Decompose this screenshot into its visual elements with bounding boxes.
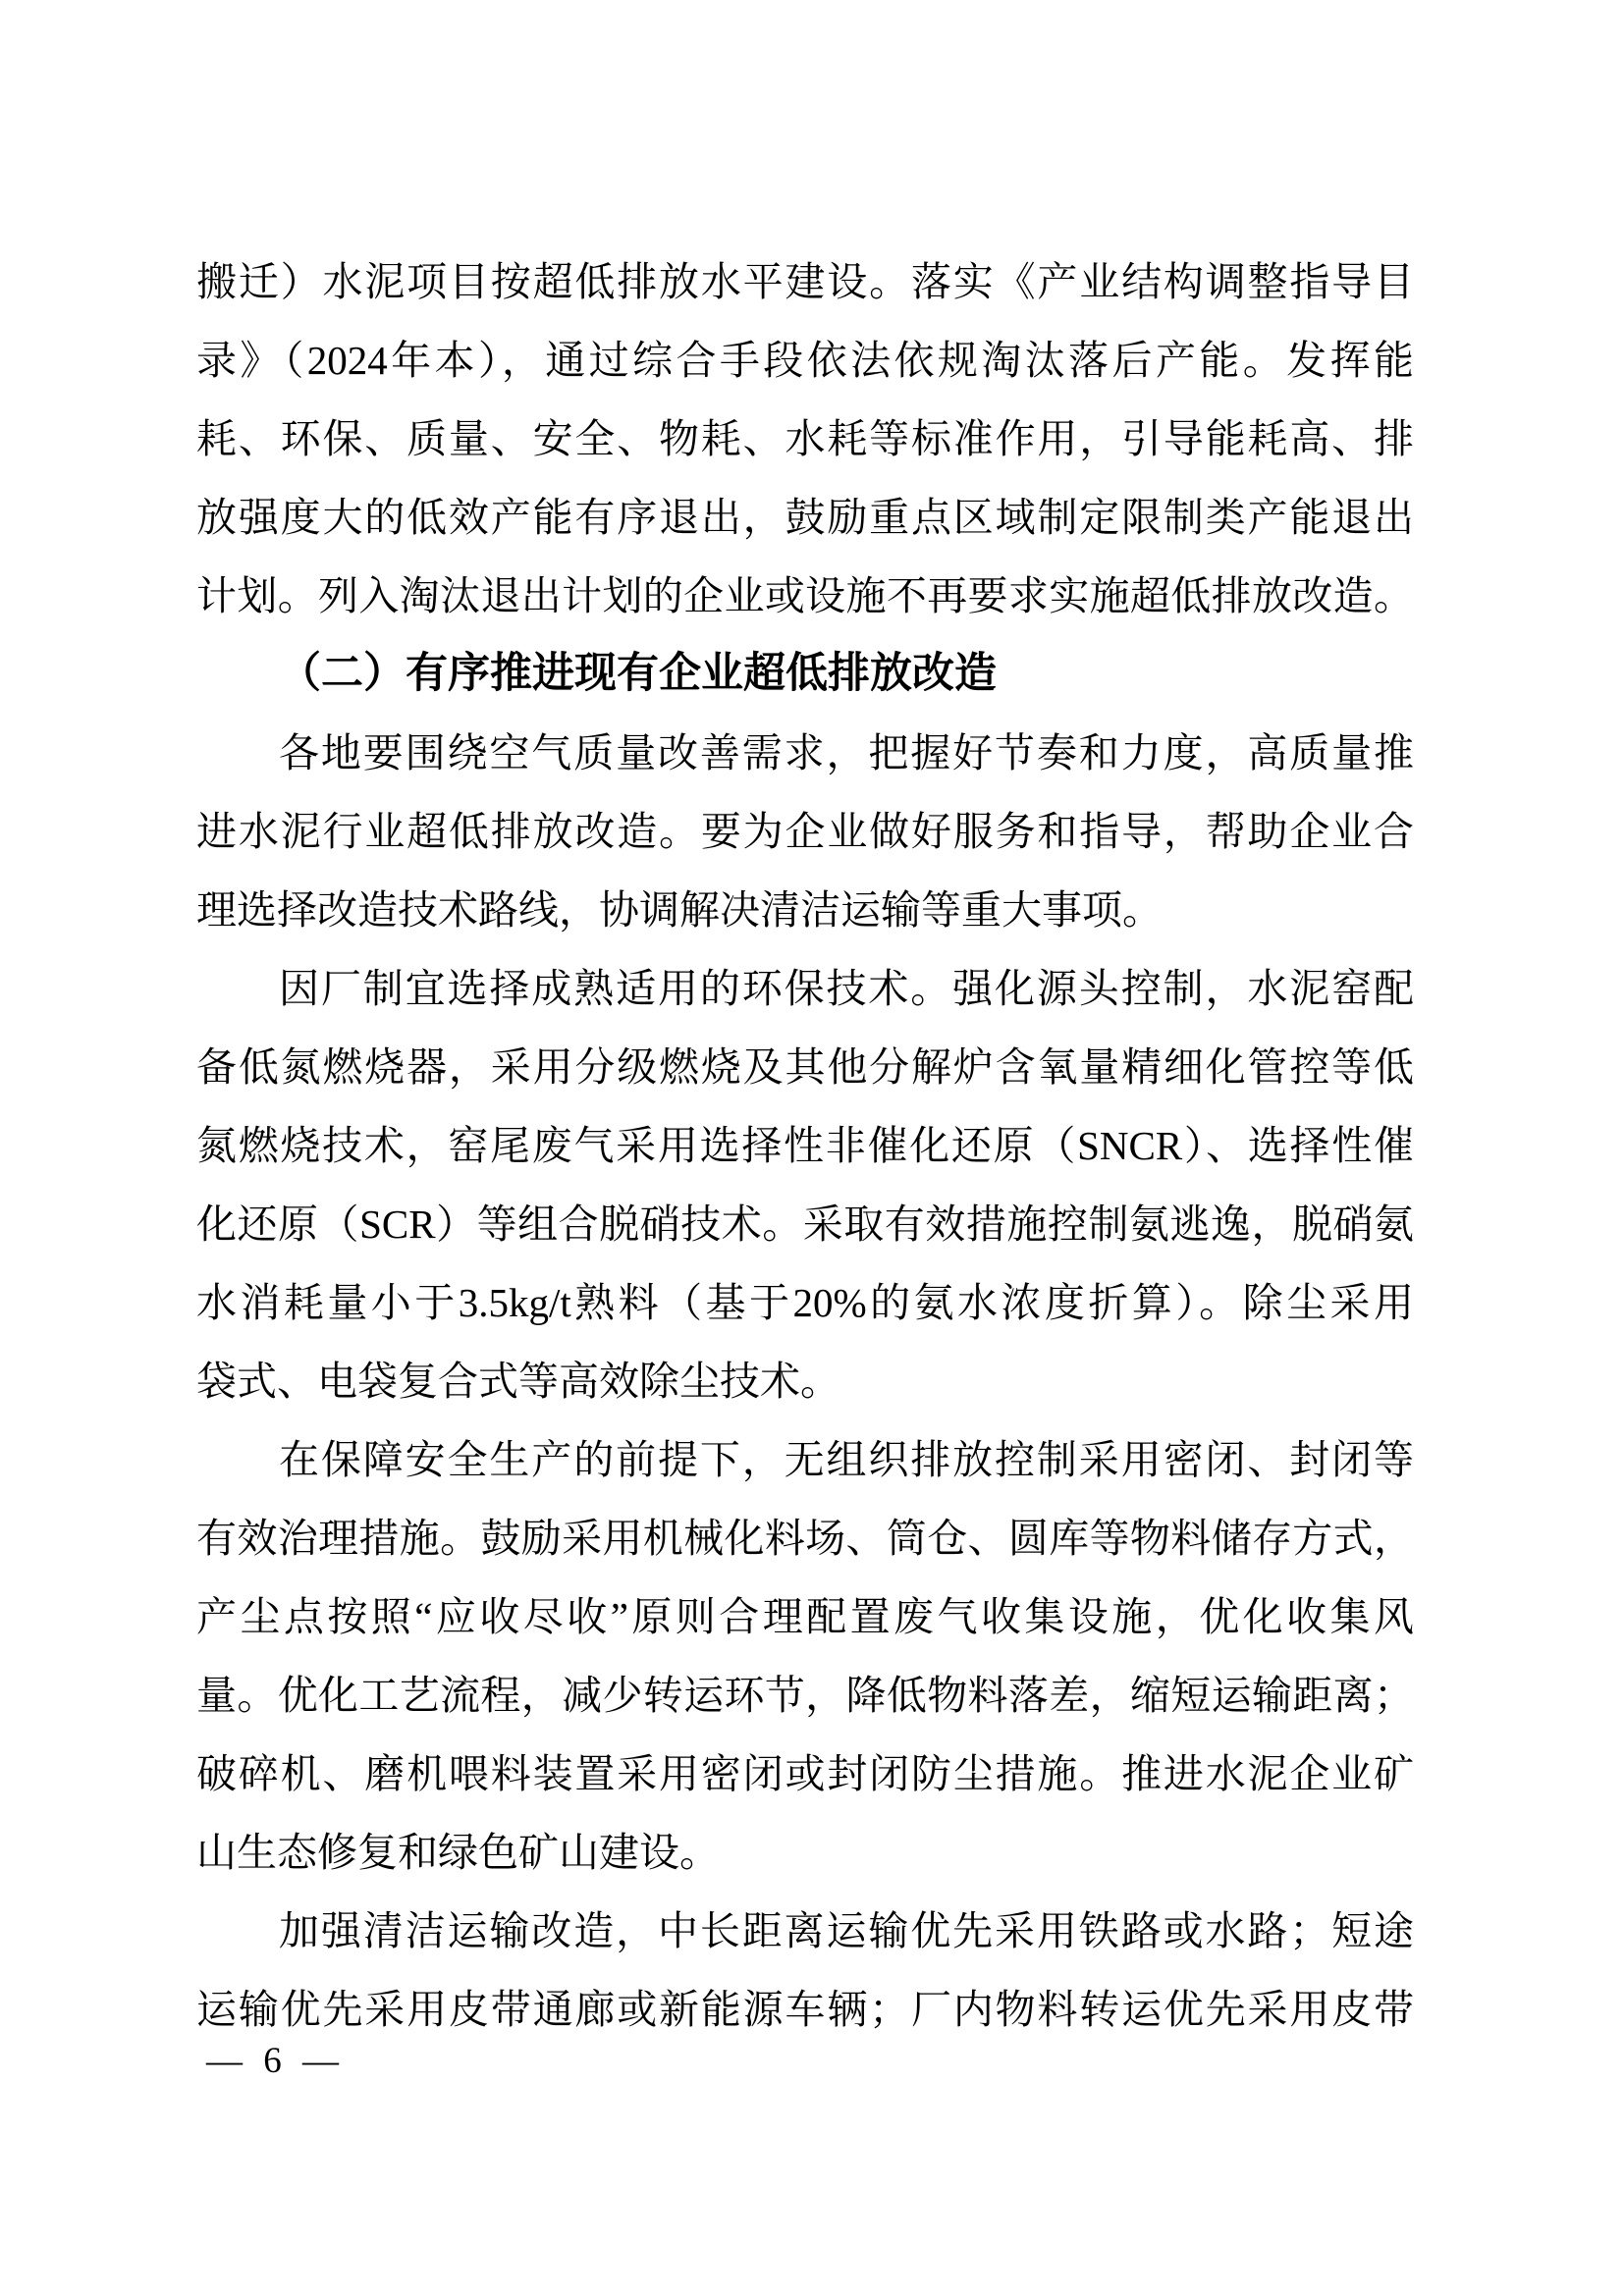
text-line: 录》（2024年本），通过综合手段依法依规淘汰落后产能。发挥能 <box>196 338 1414 383</box>
text-line: 备低氮燃烧器，采用分级燃烧及其他分解炉含氧量精细化管控等低 <box>196 1044 1414 1090</box>
text-line: 化还原（SCR）等组合脱硝技术。采取有效措施控制氨逃逸，脱硝氨 <box>196 1201 1414 1247</box>
paragraph <box>196 949 1414 1420</box>
text-line: 计划。列入淘汰退出计划的企业或设施不再要求实施超低排放改造。 <box>196 573 1414 618</box>
text-line: 水消耗量小于3.5kg/t熟料（基于20%的氨水浓度折算）。除尘采用 <box>196 1280 1414 1325</box>
text-line: 量。优化工艺流程，减少转运环节，降低物料落差，缩短运输距离； <box>196 1673 1414 1718</box>
paragraph-continuation <box>196 242 1414 635</box>
text-line: 进水泥行业超低排放改造。要为企业做好服务和指导，帮助企业合 <box>196 809 1414 854</box>
text-line: 袋式、电袋复合式等高效除尘技术。 <box>196 1359 840 1404</box>
text-line: 放强度大的低效产能有序退出，鼓励重点区域制定限制类产能退出 <box>196 495 1414 540</box>
text-line: 因厂制宜选择成熟适用的环保技术。强化源头控制，水泥窑配 <box>279 966 1414 1011</box>
text-line: 运输优先采用皮带通廊或新能源车辆；厂内物料转运优先采用皮带 <box>196 1987 1414 2032</box>
page-number: — 6 — <box>206 2041 339 2081</box>
paragraph <box>196 1420 1414 1892</box>
text-line: 耗、环保、质量、安全、物耗、水耗等标准作用，引导能耗高、排 <box>196 416 1414 461</box>
paragraph <box>196 714 1414 949</box>
text-line: 有效治理措施。鼓励采用机械化料场、筒仓、圆库等物料储存方式， <box>196 1516 1414 1561</box>
text-line: 搬迁）水泥项目按超低排放水平建设。落实《产业结构调整指导目 <box>196 259 1414 304</box>
text-body <box>196 242 1414 2049</box>
text-line: 氮燃烧技术，窑尾废气采用选择性非催化还原（SNCR）、选择性催 <box>196 1123 1414 1168</box>
text-line: 各地要围绕空气质量改善需求，把握好节奏和力度，高质量推 <box>279 730 1414 775</box>
text-line: 在保障安全生产的前提下，无组织排放控制采用密闭、封闭等 <box>279 1437 1414 1482</box>
text-line: 理选择改造技术路线，协调解决清洁运输等重大事项。 <box>196 887 1163 933</box>
text-line: 破碎机、磨机喂料装置采用密闭或封闭防尘措施。推进水泥企业矿 <box>196 1751 1414 1796</box>
section-heading-text: （二）有序推进现有企业超低排放改造 <box>279 651 997 697</box>
text-line: 山生态修复和绿色矿山建设。 <box>196 1830 720 1875</box>
text-line: 加强清洁运输改造，中长距离运输优先采用铁路或水路；短途 <box>279 1908 1414 1953</box>
text-line: 产尘点按照“应收尽收”原则合理配置废气收集设施，优化收集风 <box>196 1594 1414 1639</box>
paragraph <box>196 1892 1414 2049</box>
section-heading <box>196 635 1414 714</box>
